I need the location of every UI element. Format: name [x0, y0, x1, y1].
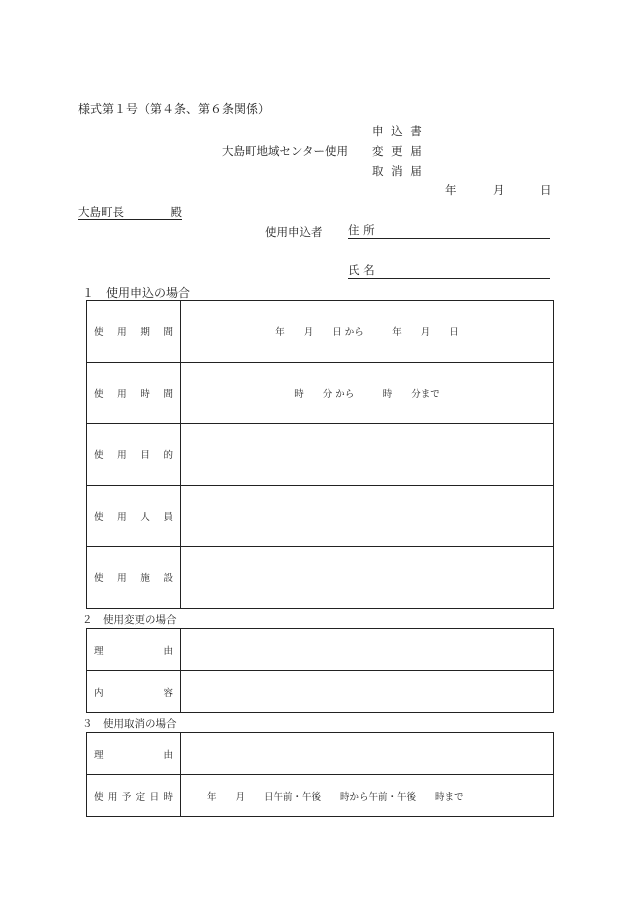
row-label-char: 用: [117, 327, 127, 339]
row-label-char: 使: [94, 511, 104, 523]
row-value-field[interactable]: [181, 424, 554, 486]
row-label-char: 施: [140, 573, 150, 585]
row-value-field[interactable]: [181, 671, 554, 713]
row-value-field[interactable]: [181, 485, 554, 547]
form-number: 様式第１号（第４条、第６条関係）: [78, 102, 271, 116]
addressee-name: 大島町長: [78, 205, 124, 219]
section3-table: [86, 732, 554, 817]
row-label: [87, 301, 181, 363]
row-label: [87, 547, 181, 609]
row-value: 年 月 日午前・午後 時から午前・午後 時まで: [207, 791, 464, 803]
row-value-field[interactable]: [181, 547, 554, 609]
row-label-char: 目: [140, 450, 150, 462]
row-label-char: 時: [163, 791, 173, 803]
row-label-char: 日: [149, 791, 160, 803]
row-label-char: 使: [94, 791, 104, 803]
table-row: [87, 733, 554, 775]
row-label-char: 設: [163, 573, 173, 585]
name-label: 氏 名: [348, 263, 375, 277]
row-label-char: 用: [117, 388, 127, 400]
row-label-char: 理: [94, 749, 104, 761]
row-label: [87, 362, 181, 424]
section2-title: ２ 使用変更の場合: [82, 614, 177, 626]
section3-title: ３ 使用取消の場合: [82, 718, 177, 730]
option-application: 申 込 書: [372, 124, 424, 138]
row-label-char: 用: [117, 511, 127, 523]
row-label: [87, 485, 181, 547]
table-row: [87, 424, 554, 486]
row-label-char: 内: [94, 687, 104, 699]
name-field[interactable]: [348, 262, 550, 279]
row-label-char: 間: [163, 388, 173, 400]
row-label-char: 使: [94, 450, 104, 462]
date-year: 年: [445, 183, 457, 197]
row-label-char: 用: [117, 450, 127, 462]
option-cancel: 取 消 届: [372, 164, 424, 178]
row-value-field[interactable]: [181, 775, 554, 817]
row-label-char: 用: [107, 791, 118, 803]
row-label-char: 使: [94, 327, 104, 339]
row-label-char: 時: [140, 388, 150, 400]
row-label-char: 由: [163, 645, 173, 657]
address-field[interactable]: [348, 222, 550, 239]
table-row: [87, 485, 554, 547]
date-day: 日: [540, 183, 552, 197]
row-label: [87, 775, 181, 817]
row-value-field[interactable]: [181, 629, 554, 671]
row-value: 時 分 から 時 分まで: [294, 388, 440, 400]
table-row: [87, 629, 554, 671]
addressee-honorific: 殿: [170, 205, 182, 219]
table-row: [87, 547, 554, 609]
row-label-char: 容: [163, 687, 173, 699]
table-row: [87, 362, 554, 424]
date-month: 月: [493, 183, 505, 197]
row-label-char: 使: [94, 573, 104, 585]
row-value-field[interactable]: [181, 733, 554, 775]
row-label-char: 理: [94, 645, 104, 657]
row-label-char: 使: [94, 388, 104, 400]
row-label: [87, 424, 181, 486]
row-label-char: 用: [117, 573, 127, 585]
row-label-char: 員: [163, 511, 173, 523]
row-value: 年 月 日 から 年 月 日: [275, 327, 459, 339]
row-label: [87, 671, 181, 713]
table-row: [87, 671, 554, 713]
row-label-char: 的: [163, 450, 173, 462]
section1-title: １ 使用申込の場合: [82, 286, 191, 300]
section1-table: [86, 300, 554, 609]
addressee: [78, 204, 182, 220]
table-row: [87, 775, 554, 817]
section2-table: [86, 628, 554, 713]
row-label: [87, 733, 181, 775]
table-row: [87, 301, 554, 363]
row-label-char: 定: [135, 791, 146, 803]
applicant-label: 使用申込者: [265, 225, 323, 239]
row-value-field[interactable]: [181, 301, 554, 363]
row-label-char: 人: [140, 511, 150, 523]
row-value-field[interactable]: [181, 362, 554, 424]
row-label-char: 予: [121, 791, 132, 803]
address-label: 住 所: [348, 223, 375, 237]
row-label-char: 由: [163, 749, 173, 761]
row-label-char: 期: [140, 327, 150, 339]
form-title: 大島町地域センター使用: [222, 144, 349, 158]
row-label-char: 間: [163, 327, 173, 339]
option-change: 変 更 届: [372, 144, 424, 158]
row-label: [87, 629, 181, 671]
